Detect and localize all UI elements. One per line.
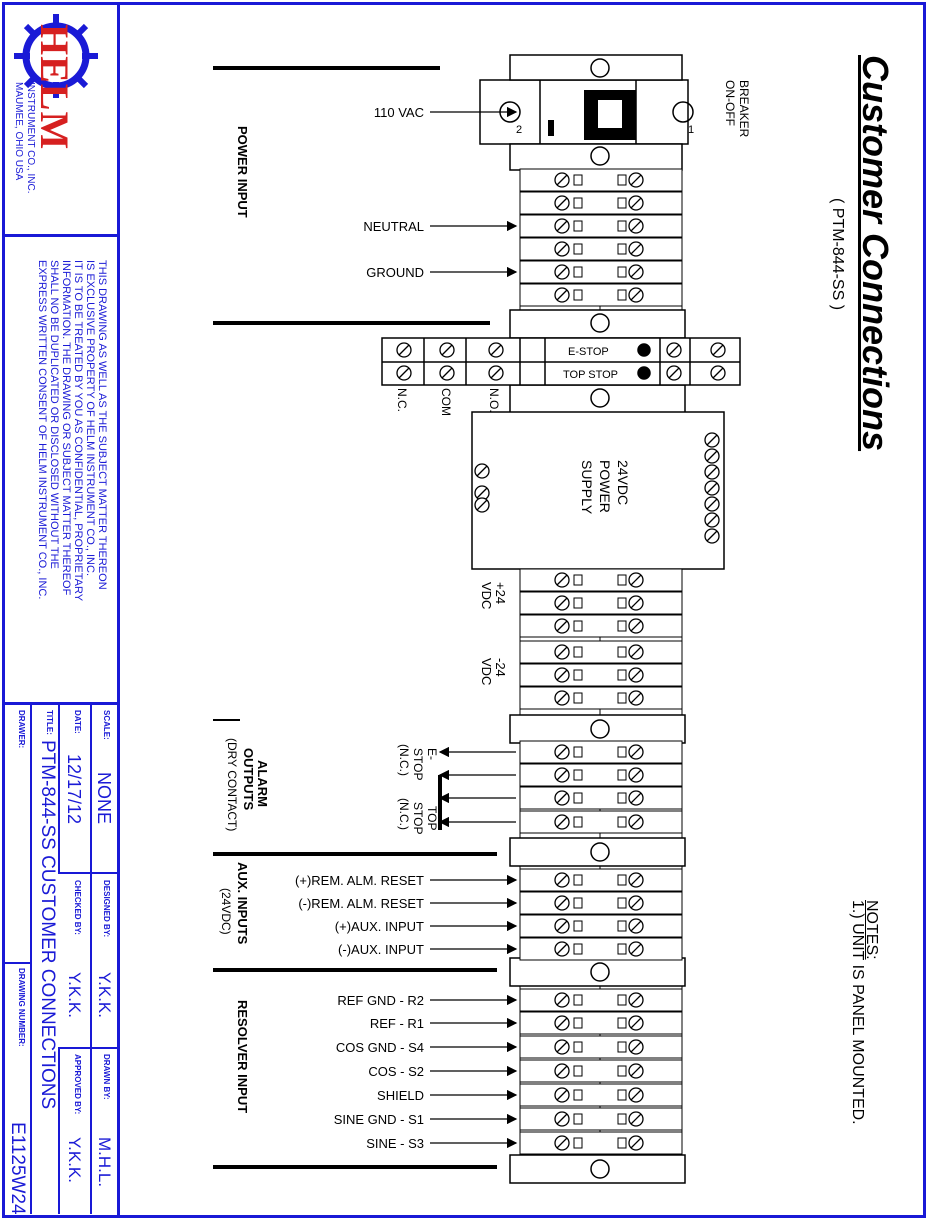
- terminal-body: [520, 1036, 682, 1058]
- terminal-body: [520, 615, 682, 637]
- diagram-label: AUX. INPUTS: [235, 862, 250, 945]
- diagram-label: COS - S2: [368, 1064, 424, 1079]
- terminal-row: [520, 1012, 682, 1034]
- diagram-label: VDC: [479, 658, 494, 686]
- terminal-body: [520, 1060, 682, 1082]
- terminal-body: [520, 192, 682, 214]
- diagram-label: (DRY CONTACT): [225, 738, 239, 832]
- date-label: DATE:: [73, 710, 82, 734]
- diagram-label: (N.C.): [397, 798, 411, 830]
- diagram-label: OUTPUTS: [241, 748, 256, 811]
- diagram-label: +24: [493, 582, 508, 605]
- diagram-label: RESOLVER INPUT: [235, 1000, 250, 1114]
- diagram-label: COM: [439, 388, 453, 416]
- terminal-body: [520, 1132, 682, 1154]
- terminal-row: [520, 284, 682, 306]
- diagram-label: (24VDC): [219, 888, 233, 935]
- terminal-row: [520, 1060, 682, 1082]
- diagram-label: POWER: [597, 460, 613, 513]
- terminal-body: [520, 592, 682, 614]
- company-city: MAUMEE, OHIO USA: [13, 82, 24, 181]
- terminal-row: [520, 811, 682, 833]
- diagram-label: 110 VAC: [373, 105, 424, 120]
- diagram-label: N.O.: [487, 388, 501, 413]
- disclaimer-line: IT IS TO BE TREATED BY YOU AS CONFIDENTIAL, PROPRIETARY: [72, 260, 84, 602]
- diagram-label: ALARM: [255, 760, 270, 807]
- terminal-row: [520, 192, 682, 214]
- diagram-label: BREAKER: [737, 80, 751, 138]
- terminal-body: [520, 787, 682, 809]
- diagram-label: (-)AUX. INPUT: [338, 942, 424, 957]
- diagram-label: E-STOP: [568, 346, 609, 358]
- title-value: PTM-844-SS CUSTOMER CONNECTIONS: [37, 740, 58, 1110]
- diagram-label: VDC: [479, 582, 494, 610]
- terminal-row: [520, 764, 682, 786]
- terminal-body: [520, 284, 682, 306]
- terminal-body: [520, 1012, 682, 1034]
- terminal-row: [520, 938, 682, 960]
- terminal-row: [520, 615, 682, 637]
- diagram-label: STOP: [411, 802, 425, 835]
- approved-label: APPROVED BY:: [73, 1054, 82, 1115]
- terminal-body: [520, 641, 682, 663]
- disclaimer-line: SHALL NO BE DUPLICATED OR DISCLOSED WITHOUT THE: [48, 260, 60, 569]
- terminal-row: [520, 261, 682, 283]
- drawer-label: DRAWER:: [17, 710, 26, 749]
- terminal-row: [520, 915, 682, 937]
- approved-value: Y.K.K.: [65, 1137, 84, 1183]
- note-item: 1.) UNIT IS PANEL MOUNTED.: [849, 900, 866, 1125]
- terminal-row: [520, 569, 682, 591]
- terminal-row: [520, 989, 682, 1011]
- terminal-body: [520, 938, 682, 960]
- terminal-row: [520, 1036, 682, 1058]
- checked-label: CHECKED BY:: [73, 880, 82, 935]
- diagram-label: (+)REM. ALM. RESET: [295, 873, 424, 888]
- terminal-body: [520, 869, 682, 891]
- terminal-body: [520, 764, 682, 786]
- terminal-body: [520, 687, 682, 709]
- diagram-label: -24: [493, 658, 508, 677]
- terminal-row: [520, 169, 682, 191]
- checked-value: Y.K.K.: [65, 972, 84, 1018]
- date-value: 12/17/12: [64, 754, 84, 825]
- terminal-body: [520, 261, 682, 283]
- diagram-label: SUPPLY: [579, 460, 595, 515]
- terminal-body: [520, 569, 682, 591]
- diagram-label: 2: [516, 124, 523, 136]
- designed-label: DESIGNED BY:: [102, 880, 111, 938]
- logo-text: HELM: [32, 24, 77, 151]
- diagram-label: (-)REM. ALM. RESET: [298, 896, 424, 911]
- diagram-label: (N.C.): [397, 744, 411, 776]
- terminal-row: [520, 1084, 682, 1106]
- terminal-body: [520, 811, 682, 833]
- diagram-label: SHIELD: [377, 1088, 424, 1103]
- terminal-row: [520, 741, 682, 763]
- company-name: INSTRUMENT CO., INC.: [25, 82, 36, 194]
- disclaimer-line: THIS DRAWING AS WELL AS THE SUBJECT MATTER THEREON: [96, 260, 108, 590]
- drawing-number-label: DRAWING NUMBER:: [17, 968, 26, 1047]
- subtitle: ( PTM-844-SS ): [829, 198, 846, 311]
- diagram-label: 24VDC: [615, 460, 631, 506]
- terminal-row: [520, 869, 682, 891]
- diagram-label: N.C.: [395, 388, 409, 412]
- terminal-row: [520, 787, 682, 809]
- terminal-row: [520, 1108, 682, 1130]
- terminal-body: [520, 664, 682, 686]
- terminal-row: [520, 687, 682, 709]
- scale-label: SCALE:: [102, 710, 111, 740]
- terminal-body: [520, 238, 682, 260]
- diagram-label: REF GND - R2: [337, 993, 424, 1008]
- designed-value: Y.K.K.: [95, 972, 114, 1018]
- diagram-label: GROUND: [366, 265, 424, 280]
- diagram-label: TOP: [425, 806, 439, 831]
- drawing-number: E1125W24: [7, 1122, 28, 1215]
- disclaimer-line: INFORMATION. THE DRAWING OR SUBJECT MATTER THEREOF: [60, 260, 72, 596]
- notes-heading: NOTES:: [863, 900, 880, 960]
- title-label: TITLE:: [45, 710, 54, 735]
- wire-leads: [430, 112, 516, 1143]
- scale-value: NONE: [94, 772, 114, 825]
- diagram-label: AB: [642, 92, 652, 105]
- diagram-label: POWER INPUT: [235, 126, 250, 218]
- terminal-body: [520, 989, 682, 1011]
- terminal-row: [520, 238, 682, 260]
- diagram-label: TOP STOP: [563, 369, 619, 381]
- diagram-label: 1: [688, 124, 695, 136]
- terminal-row: [520, 592, 682, 614]
- terminal-body: [520, 169, 682, 191]
- terminal-row: [520, 664, 682, 686]
- terminal-body: [520, 1084, 682, 1106]
- terminal-body: [520, 892, 682, 914]
- terminal-row: [520, 641, 682, 663]
- diagram-label: SINE GND - S1: [333, 1112, 424, 1127]
- diagram-label: COS GND - S4: [335, 1040, 424, 1055]
- terminal-row: [520, 1132, 682, 1154]
- terminal-body: [520, 1108, 682, 1130]
- terminal-body: [520, 215, 682, 237]
- drawn-value: M.H.L.: [95, 1137, 114, 1188]
- terminal-body: [520, 915, 682, 937]
- disclaimer-line: IS EXCLUSIVE PROPERTY OF HELM INSTRUMENT CO., INC.: [84, 260, 96, 577]
- diagram-label: (+)AUX. INPUT: [334, 919, 424, 934]
- diagram-label: SINE - S3: [366, 1136, 424, 1151]
- diagram-label: STOP: [411, 748, 425, 781]
- terminal-row: [520, 215, 682, 237]
- diagram-label: REF - R1: [369, 1016, 424, 1031]
- diagram-label: E-: [425, 748, 439, 760]
- terminal-body: [520, 741, 682, 763]
- page-title: Customer Connections: [855, 55, 896, 452]
- diagram-label: ON-OFF: [723, 80, 737, 126]
- terminal-row: [520, 892, 682, 914]
- diagram-label: NEUTRAL: [363, 219, 424, 234]
- drawn-label: DRAWN BY:: [102, 1054, 111, 1100]
- disclaimer-line: EXPRESS WRITTEN CONSENT OF HELM INSTRUMENT CO., INC.: [36, 260, 48, 600]
